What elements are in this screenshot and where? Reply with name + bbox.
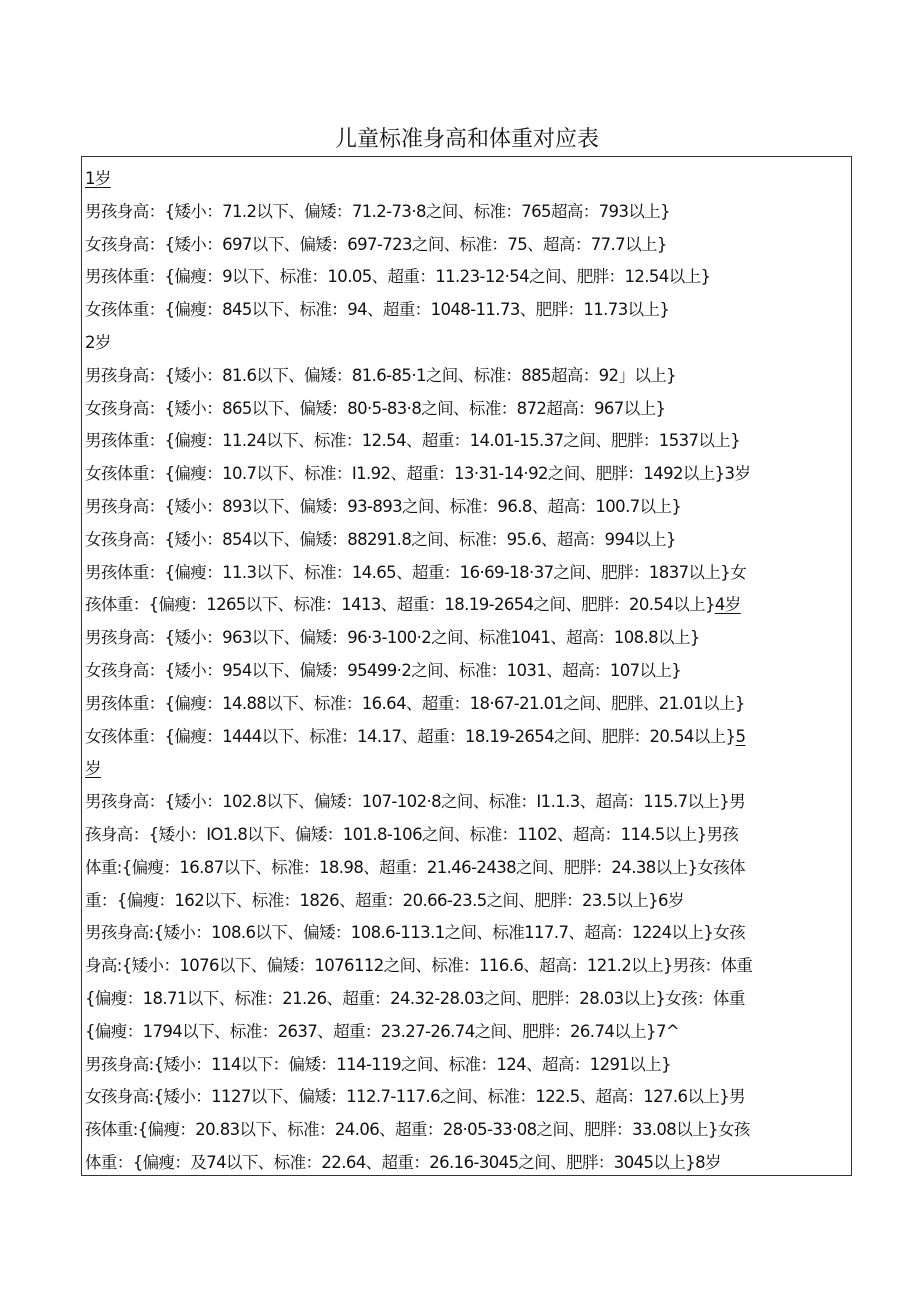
- text-line: [85, 852, 850, 885]
- line-text: 孩体重:{偏瘦：20.83以下、标准：24.06、超重：28·05-33·08之间、肥胖：33.08以上}女孩: [85, 1120, 750, 1140]
- text-line: [85, 786, 850, 819]
- text-line: [85, 1147, 850, 1176]
- text-line: [85, 557, 850, 590]
- line-text: 男孩身高：{矮小：893以下、偏矮：93-893之间、标准：96.8、超高：100.7以上}: [85, 496, 682, 516]
- text-line: [85, 917, 850, 950]
- line-text: 身高:{矮小：1076以下、偏矮：1076112之间、标准：116.6、超高：121.2以上}男孩：体重: [85, 956, 753, 976]
- line-text: 孩身高：{矮小：IO1.8以下、偏矮：101.8-106之间、标准：1102、超高：114.5以上}男孩: [85, 824, 739, 844]
- text-line: [85, 819, 850, 852]
- text-line: [85, 327, 850, 360]
- line-text: 男孩身高：{矮小：81.6以下、偏矮：81.6-85·1之间、标准：885超高：92」以上}: [85, 365, 677, 385]
- text-line: [85, 360, 850, 393]
- text-line: [85, 622, 850, 655]
- text-line: [85, 294, 850, 327]
- text-line: [85, 655, 850, 688]
- text-line: [85, 524, 850, 557]
- line-text: 女孩身高：{矮小：954以下、偏矮：95499·2之间、标准：1031、超高：107以上}: [85, 660, 682, 680]
- age-heading-text: 5: [735, 726, 746, 746]
- age-heading-text: 1岁: [85, 169, 111, 188]
- text-line: [85, 458, 850, 491]
- text-line: [85, 688, 850, 721]
- line-text: 女孩身高：{矮小：697以下、偏矮：697-723之间、标准：75、超高：77.7以上}: [85, 234, 667, 254]
- line-text: 重：{偏瘦：162以下、标准：1826、超重：20.66-23.5之间、肥胖：23.5以上}6岁: [85, 890, 684, 910]
- document-title: 儿童标准身高和体重对应表: [334, 127, 599, 152]
- text-line: [85, 950, 850, 983]
- content-table-frame: [81, 156, 852, 1176]
- text-line: [85, 393, 850, 426]
- text-line: [85, 983, 850, 1016]
- line-text: 男孩身高:{矮小：108.6以下、偏矮：108.6-113.1之间、标准117.7、超高：1224以上}女孩: [85, 923, 746, 943]
- line-text: 孩体重：{偏瘦：1265以下、标准：1413、超重：18.19-2654之间、肥胖：20.54以上}: [85, 595, 715, 615]
- age-heading-text: 岁: [85, 759, 101, 779]
- line-text: {偏瘦：1794以下、标准：2637、超重：23.27-26.74之间、肥胖：26.74以上}7^: [85, 1021, 680, 1041]
- line-text: 女孩身高:{矮小：1127以下、偏矮：112.7-117.6之间、标准：122.5、超高：127.6以上}男: [85, 1087, 746, 1107]
- line-text: {偏瘦：18.71以下、标准：21.26、超重：24.32-28.03之间、肥胖：28.03以上}女孩：体重: [85, 988, 745, 1008]
- age-heading-text: 4岁: [714, 595, 741, 615]
- line-text: 女孩身高：{矮小：854以下、偏矮：88291.8之间、标准：95.6、超高：994以上}: [85, 529, 676, 549]
- text-line: [85, 491, 850, 524]
- text-line: [85, 885, 850, 918]
- line-text: 男孩身高：{矮小：963以下、偏矮：96·3-100·2之间、标准1041、超高：108.8以上}: [85, 628, 700, 648]
- line-text: 女孩体重：{偏瘦：10.7以下、标准：I1.92、超重：13·31-14·92之间、肥胖：1492以上}3岁: [85, 464, 751, 484]
- text-line: [85, 229, 850, 262]
- line-text: 女孩体重：{偏瘦：1444以下、标准：14.17、超重：18.19-2654之间、肥胖：20.54以上}: [85, 726, 736, 746]
- line-text: 男孩体重：{偏瘦：11.24以下、标准：12.54、超重：14.01-15.37之间、肥胖：1537以上}: [85, 431, 741, 451]
- line-text: 男孩身高：{矮小：102.8以下、偏矮：107-102·8之间、标准：I1.1.3、超高：115.7以上}男: [85, 792, 746, 812]
- line-text: 体重:{偏瘦：16.87以下、标准：18.98、超重：21.46-2438之间、肥胖：24.38以上}女孩体: [85, 857, 746, 877]
- text-line: [85, 196, 850, 229]
- text-line: [85, 753, 850, 786]
- text-line: [85, 1114, 850, 1147]
- line-text: 男孩身高:{矮小：114以下：偏矮：114-119之间、标准：124、超高：1291以上}: [85, 1054, 671, 1074]
- text-line: [85, 721, 850, 754]
- line-text: 男孩身高：{矮小：71.2以下、偏矮：71.2-73·8之间、标准：765超高：793以上}: [85, 201, 671, 221]
- line-text: 男孩体重：{偏瘦：11.3以下、标准：14.65、超重：16·69-18·37之间、肥胖：1837以上}女: [85, 562, 747, 582]
- text-line: [85, 261, 850, 294]
- text-line: [85, 1081, 850, 1114]
- line-text: 男孩体重：{偏瘦：9以下、标准：10.05、超重：11.23-12·54之间、肥胖：12.54以上}: [85, 267, 711, 287]
- line-text: 女孩体重：{偏瘦：845以下、标准：94、超重：1048-11.73、肥胖：11.73以上}: [85, 300, 670, 320]
- text-line: [85, 163, 850, 196]
- text-line: [85, 1016, 850, 1049]
- text-lines: [85, 163, 850, 1176]
- line-text: 2岁: [85, 332, 111, 352]
- line-text: 体重：{偏瘦：及74以下、标准：22.64、超重：26.16-3045之间、肥胖：3045以上}8岁: [85, 1152, 721, 1172]
- line-text: 女孩身高：{矮小：865以下、偏矮：80·5-83·8之间、标准：872超高：967以上}: [85, 398, 666, 418]
- line-text: 男孩体重：{偏瘦：14.88以下、标准：16.64、超重：18·67-21.01之间、肥胖、21.01以上}: [85, 693, 745, 713]
- text-line: [85, 589, 850, 622]
- text-line: [85, 425, 850, 458]
- text-line: [85, 1049, 850, 1082]
